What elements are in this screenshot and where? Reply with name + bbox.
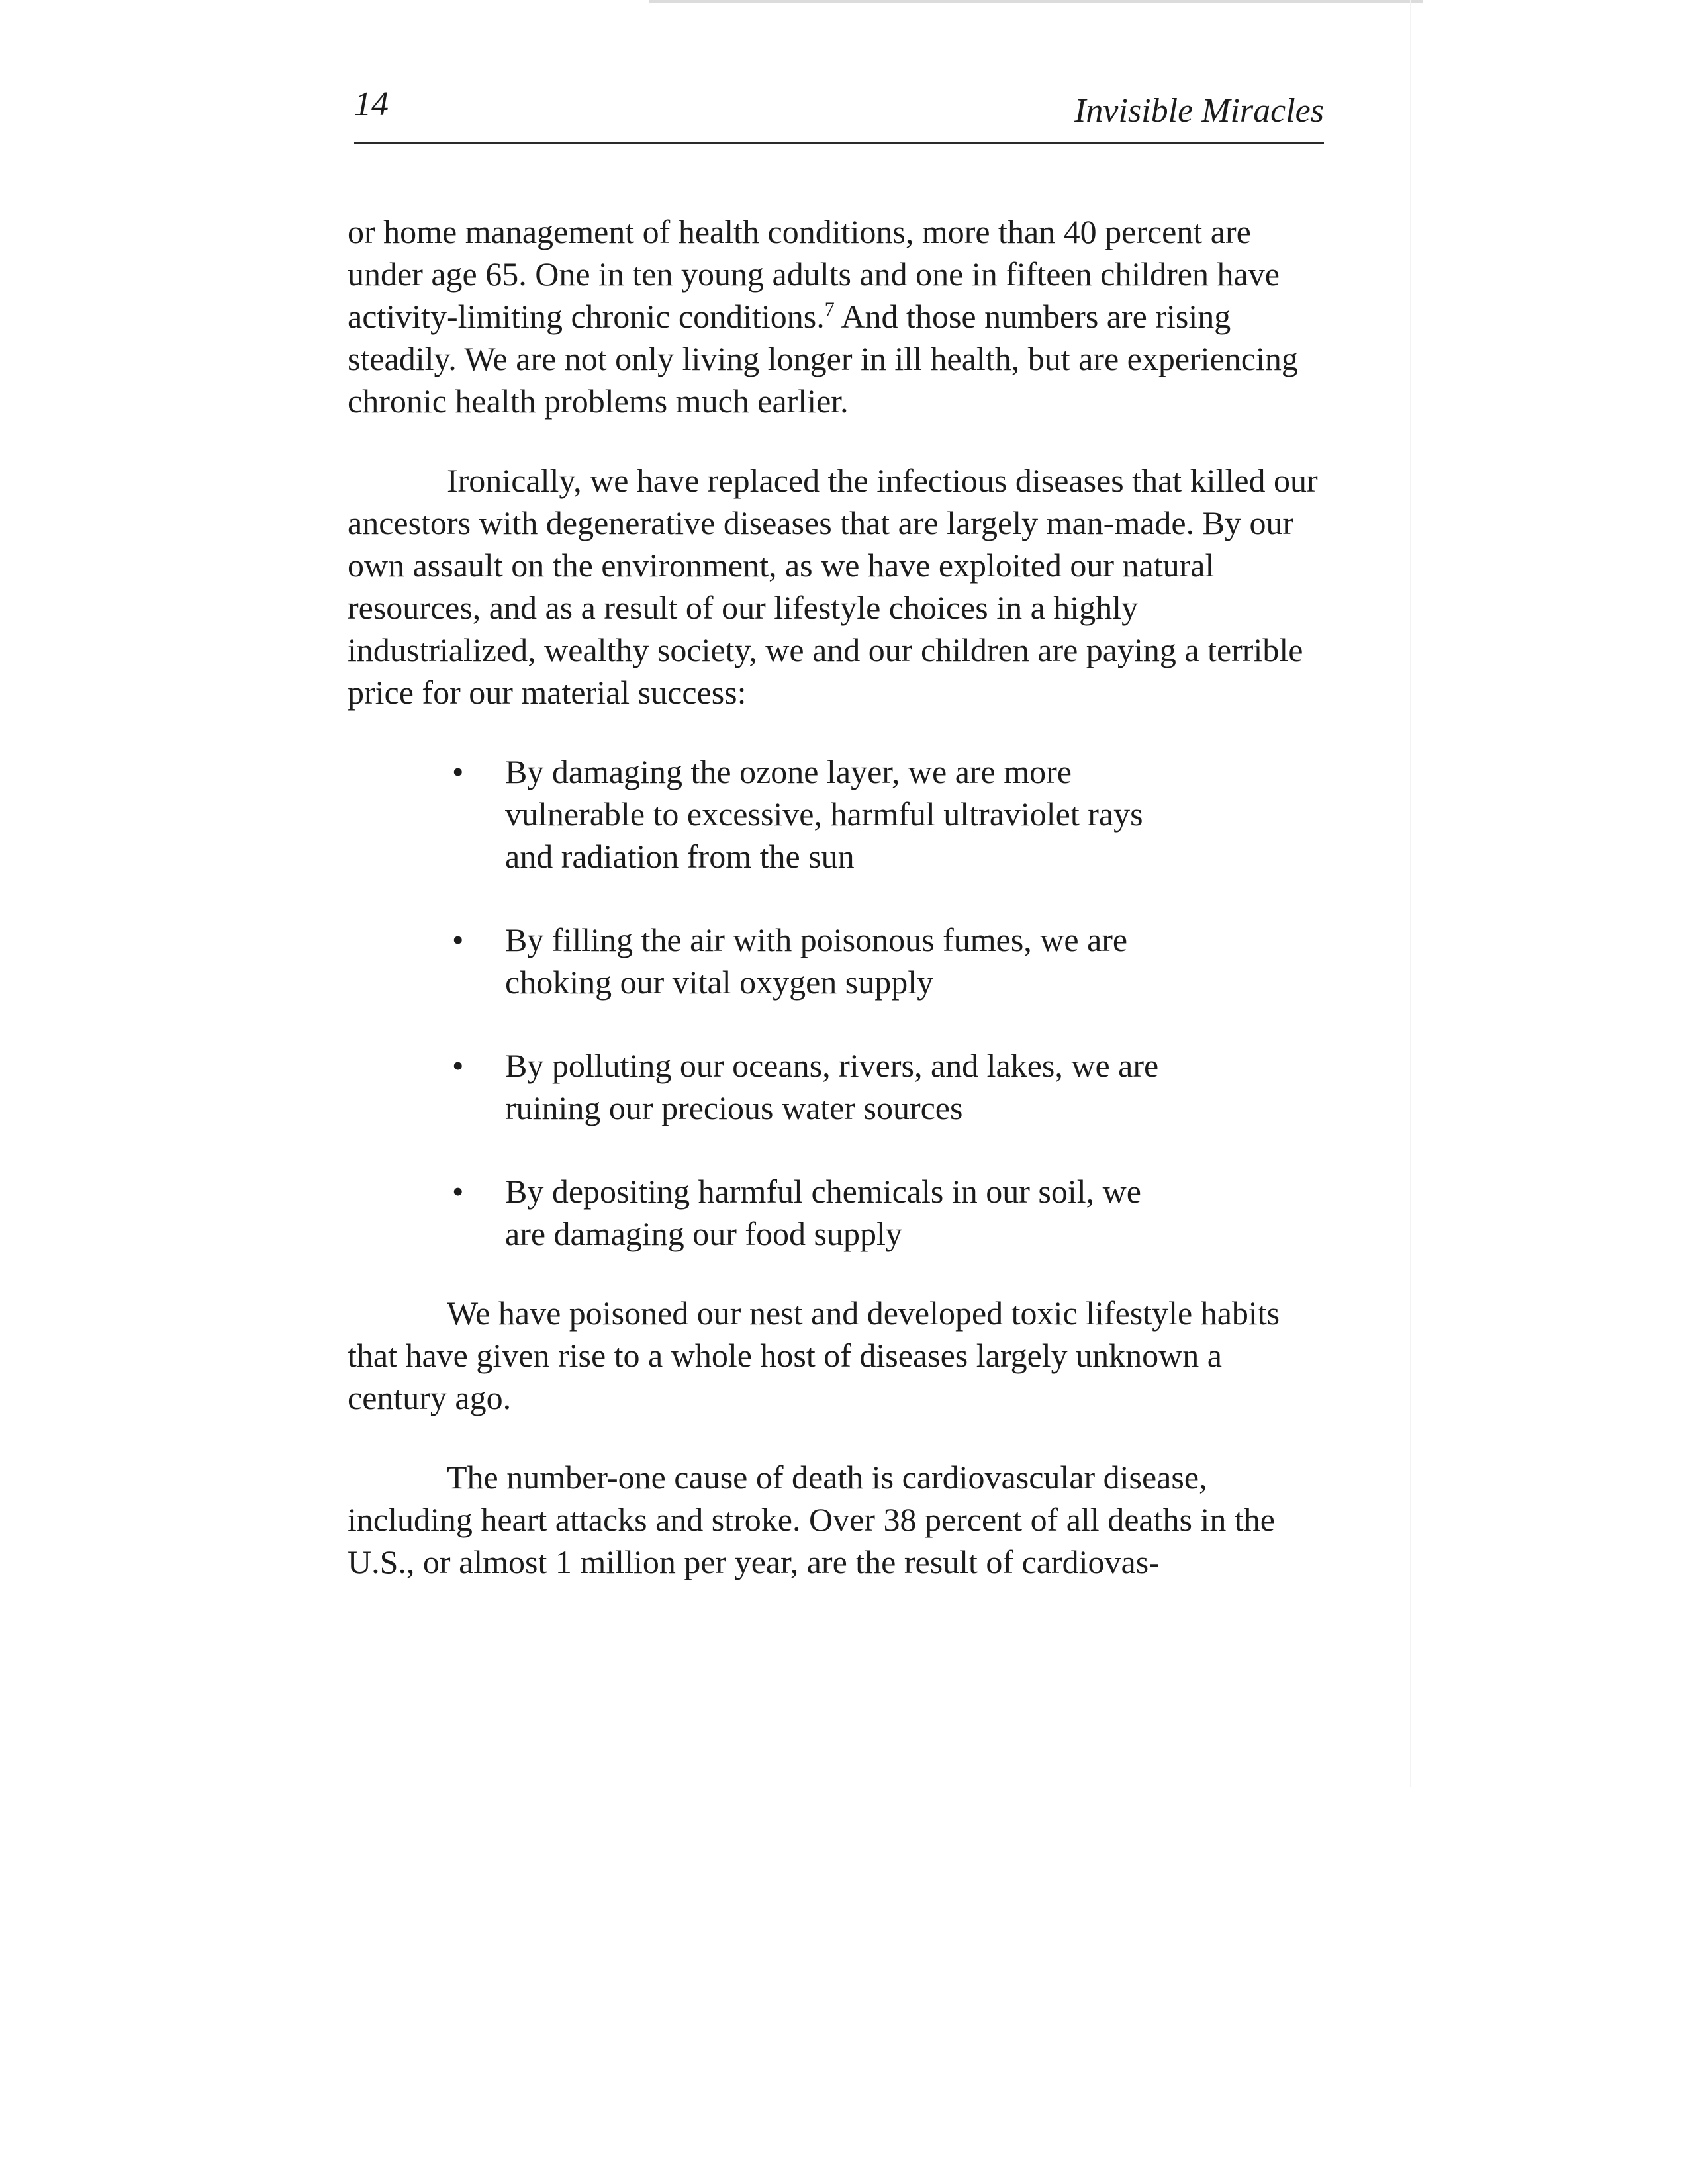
bullet-icon: • [452,1173,464,1210]
scan-top-edge [649,0,1423,3]
list-item [452,751,1187,878]
list-item-text: By filling the air with poisonous fumes, we are choking our vital oxygen supply [505,921,1128,1001]
paragraph-1-text-a: or home management of health conditions, more than 40 percent are under age 65. One in ten young adults and one in fifteen children have activity-limiting chronic conditions. [348,213,1280,335]
list-item [452,1044,1187,1129]
list-item [452,1170,1187,1255]
list-item-text: By damaging the ozone layer, we are more vulnerable to excessive, harmful ultraviolet rays and radiation from the sun [505,753,1143,875]
running-head [354,85,1324,138]
list-item-text: By depositing harmful chemicals in our soil, we are damaging our food supply [505,1173,1141,1252]
paragraph-1-text-b: And those numbers are rising steadily. We are not only living longer in ill health, but are experiencing chronic health problems much earlier. [348,298,1298,420]
list-item [452,919,1187,1003]
header-rule [354,142,1324,144]
body-text [348,210,1324,1620]
bullet-icon: • [452,1047,464,1084]
bullet-list [348,751,1324,1255]
paragraph-1 [348,210,1324,422]
paragraph-2: Ironically, we have replaced the infectious diseases that killed our ancestors with degenerative diseases that are largely man-made. By our own assault on the environment, as we have exploited our natural resources, and as a result of our lifestyle choices in a highly industrialized, wealthy society, we and our children are paying a terrible price for our material success: [348,462,1318,711]
bullet-icon: • [452,753,464,790]
footnote-marker: 7 [824,298,835,320]
bullet-icon: • [452,921,464,958]
list-item-text: By polluting our oceans, rivers, and lakes, we are ruining our precious water sources [505,1047,1159,1126]
paragraph-3: We have poisoned our nest and developed toxic lifestyle habits that have given rise to a whole host of diseases largely unknown a century ago. [348,1295,1280,1416]
book-title: Invisible Miracles [1074,92,1324,130]
page-number: 14 [354,85,389,123]
scan-right-edge [1410,0,1411,1787]
paragraph-4: The number-one cause of death is cardiovascular disease, including heart attacks and stroke. Over 38 percent of all deaths in the U.S., or almost 1 million per year, are the result of cardiovas- [348,1459,1275,1580]
